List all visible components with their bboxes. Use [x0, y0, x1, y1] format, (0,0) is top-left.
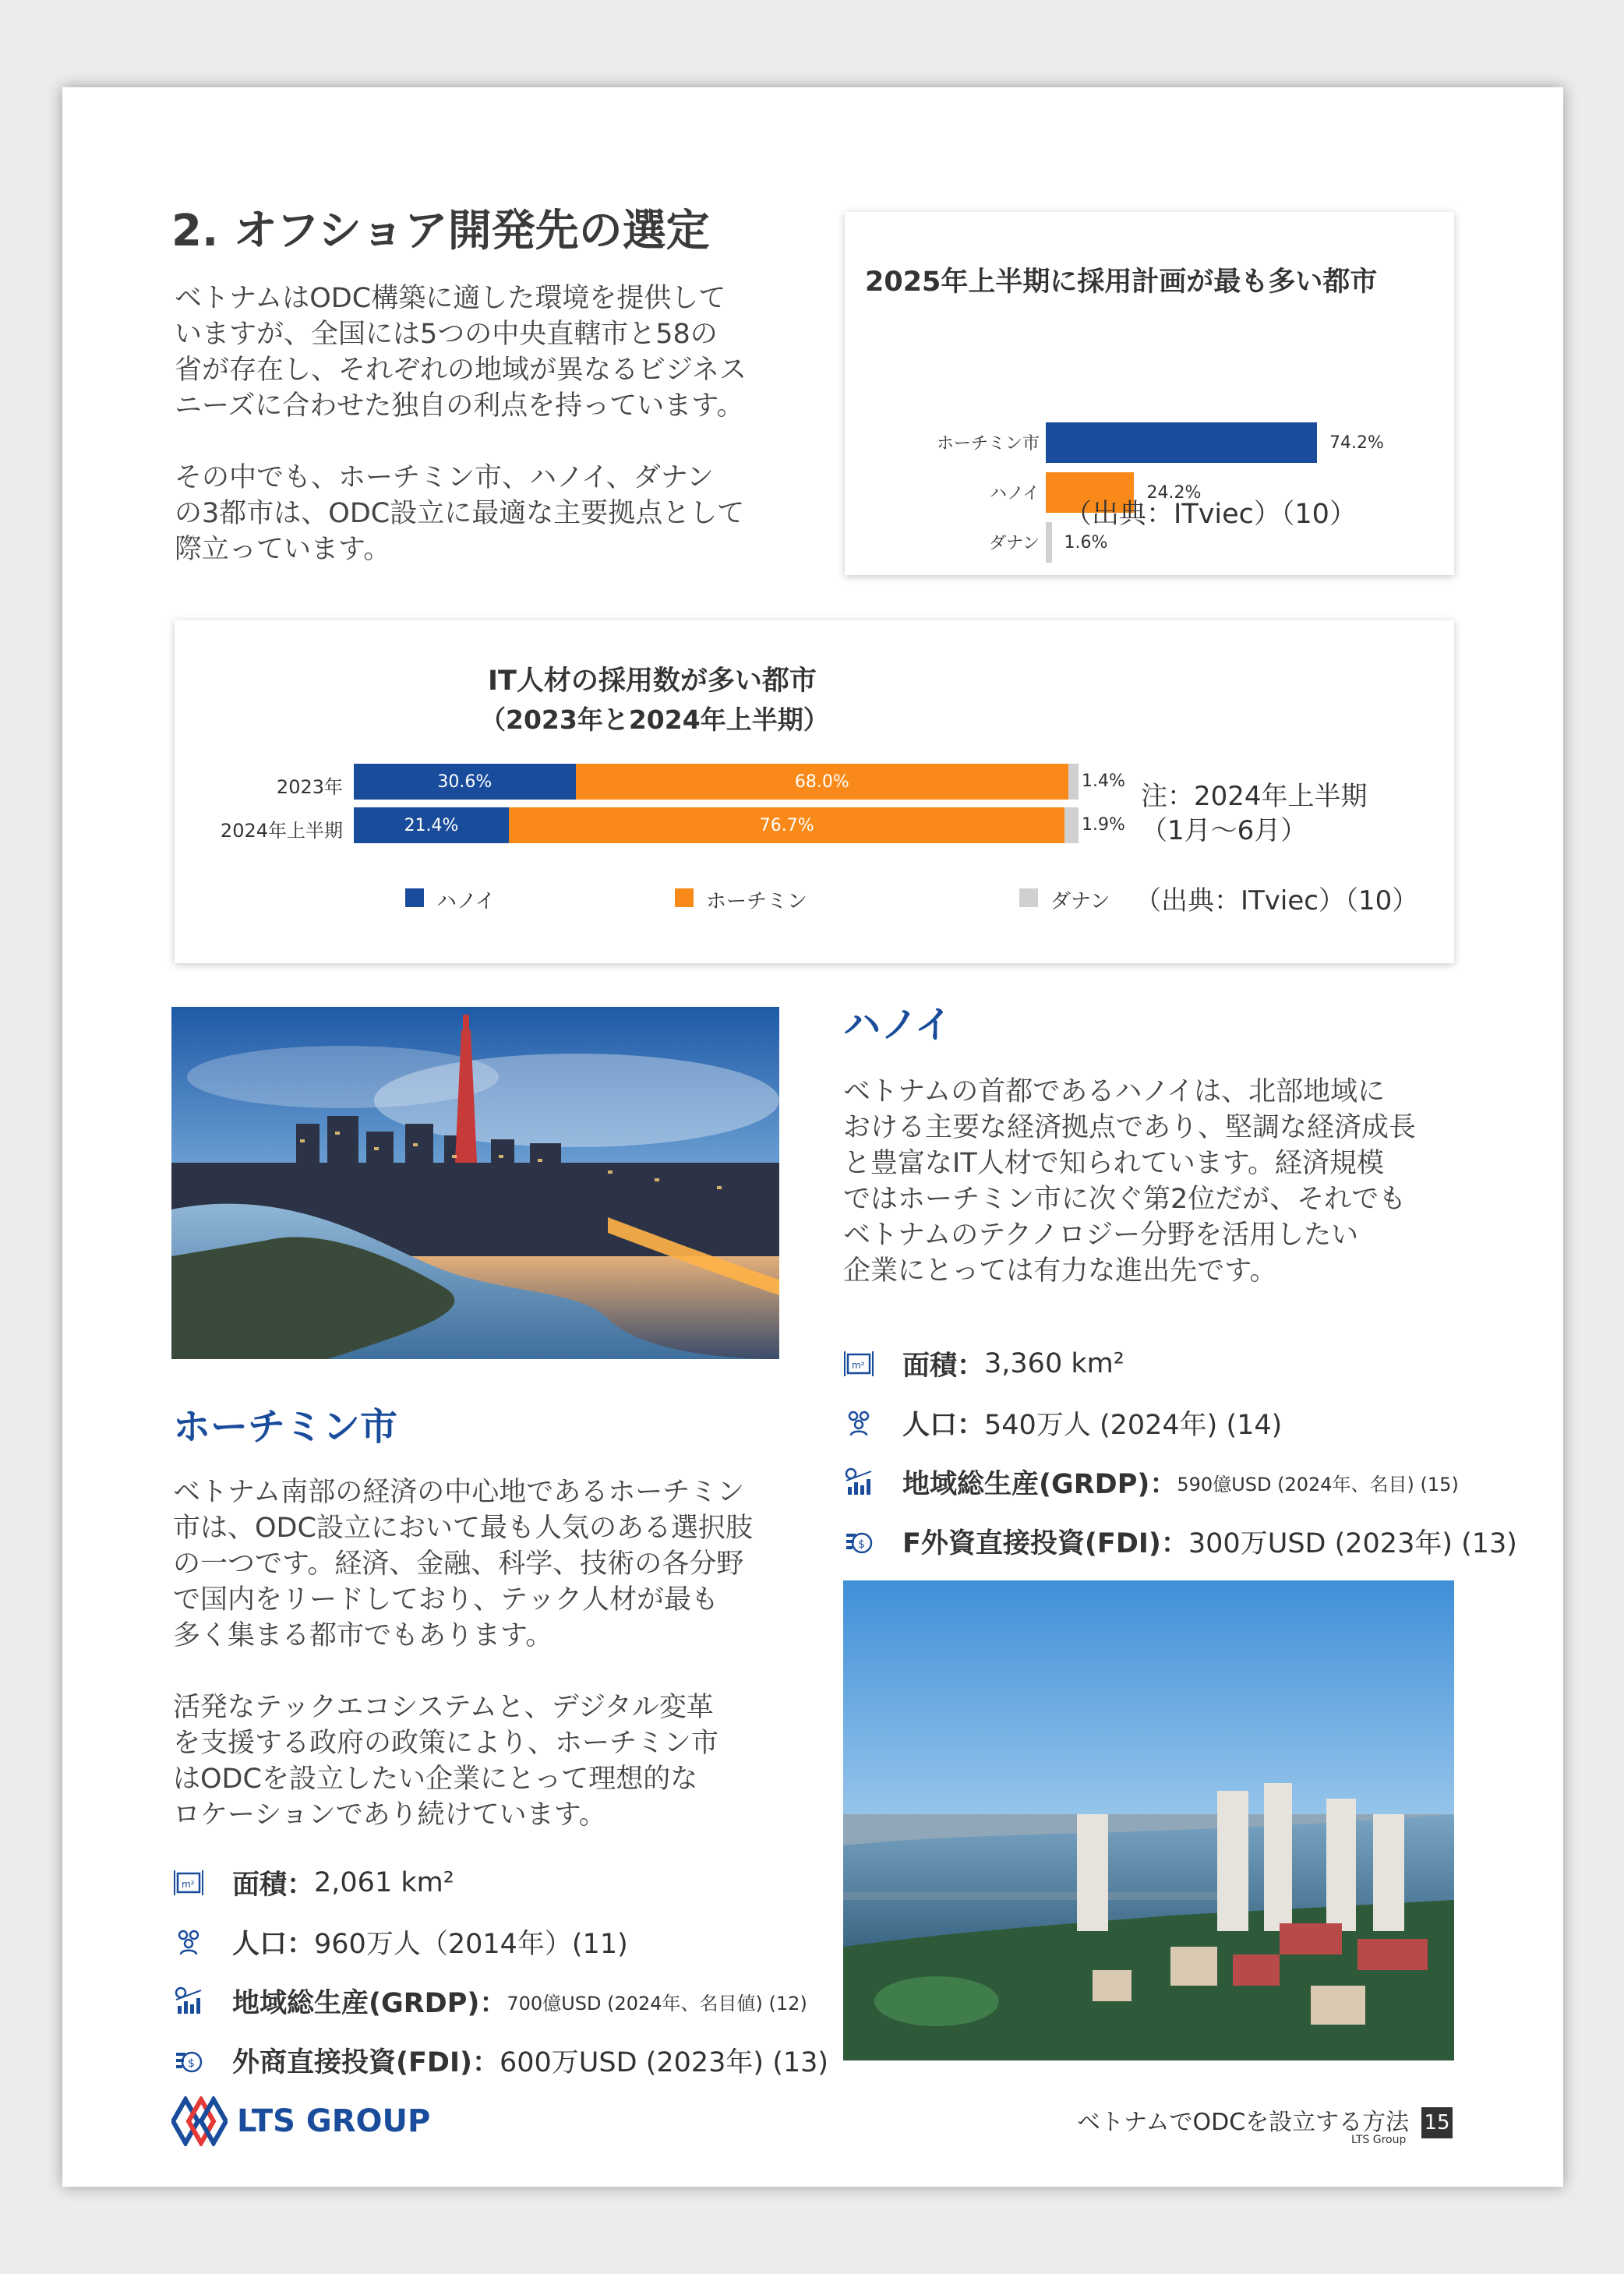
fdi-icon — [173, 2045, 204, 2076]
hanoi-stat-key: 地域総生産(GRDP)： — [902, 1469, 1177, 1500]
chart2-legend-swatch — [405, 888, 424, 907]
hcm-stat-row — [173, 1853, 874, 1912]
ho-chi-minh-city-photo — [171, 1007, 779, 1359]
hcm-stat-key: 面積： — [232, 1870, 315, 1901]
page-title: 2. オフショア開発先の選定 — [171, 206, 710, 256]
hanoi-stat-value: 3,360 km² — [984, 1348, 1124, 1379]
hcm-para-line: ロケーションであり続けています。 — [173, 1799, 606, 1831]
chart2-subtitle: （2023年と2024年上半期） — [480, 704, 829, 735]
chart1-value-label: 74.2% — [1329, 433, 1384, 453]
chart2-note-line2: （1月〜6月） — [1141, 815, 1308, 846]
chart1-value-label: 1.6% — [1064, 533, 1108, 553]
intro-line: ベトナムはODC構築に適した環境を提供して — [175, 283, 726, 314]
chart2-legend-label: ハノイ — [436, 890, 496, 913]
chart1-bar — [1046, 422, 1317, 463]
hanoi-para-line: ベトナムの首都であるハノイは、北部地域に — [843, 1076, 1386, 1107]
hcm-stat-key: 人口： — [232, 1929, 315, 1960]
chart2-bar-segment: 68.0% — [576, 764, 1068, 800]
lts-logo-mark-icon — [171, 2096, 228, 2146]
intro-line: の3都市は、ODC設立に最適な主要拠点として — [175, 498, 745, 529]
intro-line: ニーズに合わせた独自の利点を持っています。 — [175, 390, 744, 422]
chart2-category-label: 2024年上半期 — [220, 820, 343, 842]
svg-text:m²: m² — [182, 1879, 195, 1890]
hanoi-stat-value: 540万人 (2024年) (14) — [984, 1410, 1283, 1441]
intro-line: その中でも、ホーチミン市、ハノイ、ダナン — [175, 462, 714, 493]
hcm-stat-key: 外商直接投資(FDI)： — [232, 2047, 500, 2078]
hcm-stat-value: 960万人（2014年）(11) — [314, 1929, 628, 1960]
hcm-stat-value: 600万USD (2023年) (13) — [499, 2047, 829, 2078]
hcm-stat-key: 地域総生産(GRDP)： — [232, 1988, 507, 2019]
hanoi-heading: ハノイ — [843, 1003, 952, 1047]
hcm-para-line: を支援する政府の政策により、ホーチミン市 — [173, 1728, 719, 1759]
hanoi-paragraph — [843, 1074, 1482, 1289]
hcm-para-line: の一つです。経済、金融、科学、技術の各分野 — [173, 1548, 744, 1580]
hanoi-para-line: と豊富なIT人材で知られています。経済規模 — [843, 1148, 1384, 1179]
page-number: 15 — [1421, 2107, 1453, 2138]
hanoi-para-line: ベトナムのテクノロジー分野を活用したい — [843, 1220, 1359, 1251]
chart1-source: （出典：ITviec）（10） — [1064, 499, 1357, 530]
intro-line: 省が存在し、それぞれの地域が異なるビジネス — [175, 355, 747, 386]
page — [62, 87, 1563, 2187]
hcm-para-line: 多く集まる都市でもあります。 — [173, 1620, 553, 1651]
chart1-category-label: ハノイ — [989, 484, 1040, 503]
hanoi-stat-row — [843, 1393, 1545, 1453]
chart2-category-label: 2023年 — [276, 776, 343, 798]
chart2-bar-segment — [1064, 807, 1079, 843]
area-icon — [843, 1348, 874, 1379]
hanoi-para-line: ではホーチミン市に次ぐ第2位だが、それでも — [843, 1184, 1407, 1215]
population-icon — [843, 1407, 874, 1439]
chart2-legend-swatch — [1019, 888, 1038, 907]
chart2-note-line1: 注：2024年上半期 — [1141, 781, 1368, 812]
hanoi-stat-row — [843, 1453, 1545, 1512]
chart1-bar — [1046, 522, 1052, 563]
intro-line: 際立っています。 — [175, 534, 391, 565]
chart2-legend-label: ホーチミン — [706, 890, 808, 913]
chart1-title: 2025年上半期に採用計画が最も多い都市 — [865, 267, 1378, 298]
hcm-stat-value: 700億USD (2024年、名目値) (12) — [507, 1992, 807, 2014]
grdp-icon — [843, 1467, 874, 1498]
hcm-stat-row — [173, 2031, 874, 2090]
intro-paragraph — [175, 281, 798, 567]
hcm-para-line — [173, 1654, 796, 1690]
hcm-stat-row — [173, 1912, 874, 1972]
hanoi-stats — [843, 1334, 1545, 1571]
hcm-heading: ホーチミン市 — [173, 1405, 398, 1449]
hanoi-stat-value: 590億USD (2024年、名目) (15) — [1177, 1473, 1459, 1495]
chart2-legend-label: ダナン — [1050, 890, 1110, 913]
hcm-para-line: ベトナム南部の経済の中心地であるホーチミン — [173, 1477, 745, 1508]
svg-text:$: $ — [858, 1538, 865, 1551]
chart1-category-label: ダナン — [989, 534, 1040, 553]
it-hiring-chart-card — [175, 620, 1454, 963]
population-icon — [173, 1926, 204, 1958]
hcm-stats — [173, 1853, 874, 2090]
area-icon — [173, 1867, 204, 1898]
chart1-value-label: 24.2% — [1146, 483, 1202, 503]
svg-text:m²: m² — [852, 1360, 865, 1371]
hanoi-stat-key: 人口： — [902, 1410, 985, 1441]
chart2-bar-segment: 30.6% — [354, 764, 576, 800]
hanoi-para-line: 企業にとっては有力な進出先です。 — [843, 1255, 1277, 1287]
lts-logo-text: LTS GROUP — [237, 2103, 431, 2139]
hanoi-para-line: おける主要な経済拠点であり、堅調な経済成長 — [843, 1112, 1417, 1143]
chart2-bar-segment: 76.7% — [509, 807, 1064, 843]
chart2-value-label: 1.9% — [1082, 815, 1125, 835]
chart2-source: （出典：ITviec）（10） — [1135, 885, 1419, 916]
hanoi-stat-key: 面積： — [902, 1351, 985, 1382]
fdi-icon — [843, 1526, 874, 1557]
hcm-para-line: はODCを設立したい企業にとって理想的な — [173, 1764, 698, 1795]
hanoi-stat-row — [843, 1512, 1545, 1571]
intro-line: いますが、全国には5つの中央直轄市と58の — [175, 319, 718, 350]
hcm-para-line: 市は、ODC設立において最も人気のある選択肢 — [173, 1513, 753, 1544]
hcm-stat-row — [173, 1972, 874, 2031]
hcm-stat-value: 2,061 km² — [314, 1867, 454, 1898]
hanoi-stat-row — [843, 1334, 1545, 1393]
hanoi-stat-value: 300万USD (2023年) (13) — [1188, 1528, 1517, 1559]
hcm-para-line: 活発なテックエコシステムと、デジタル変革 — [173, 1692, 714, 1723]
intro-line — [175, 424, 798, 460]
lts-logo — [171, 2096, 430, 2146]
chart2-bar-segment — [1068, 764, 1079, 800]
chart2-bar-segment: 21.4% — [354, 807, 509, 843]
grdp-icon — [173, 1986, 204, 2017]
footer-doc-title: ベトナムでODCを設立する方法 — [1077, 2109, 1410, 2136]
hanoi-photo — [843, 1580, 1454, 2060]
chart2-legend-swatch — [675, 888, 694, 907]
hanoi-stat-key: F外資直接投資(FDI)： — [902, 1528, 1188, 1559]
chart1-category-label: ホーチミン市 — [936, 434, 1040, 454]
hcm-paragraph — [173, 1474, 796, 1833]
hiring-plan-chart-card — [845, 212, 1454, 575]
footer-doc-sub: LTS Group — [1351, 2134, 1407, 2146]
chart2-title: IT人材の採用数が多い都市 — [488, 666, 817, 697]
chart2-value-label: 1.4% — [1082, 772, 1125, 791]
hcm-para-line: で国内をリードしており、テック人材が最も — [173, 1584, 719, 1615]
svg-text:$: $ — [188, 2057, 195, 2070]
